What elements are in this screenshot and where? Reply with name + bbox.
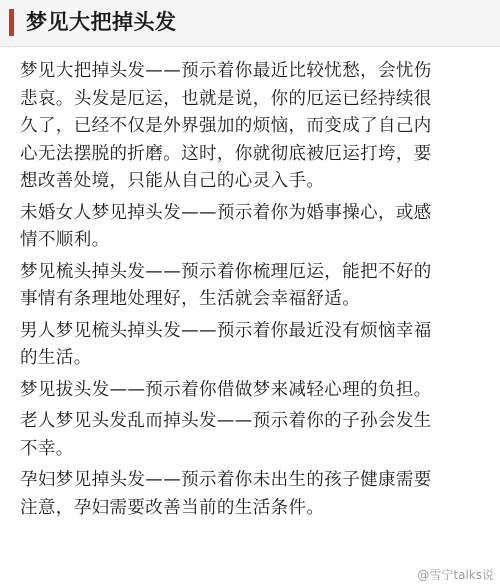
article-header	[0, 0, 500, 47]
paragraph-line: 的生活。	[20, 348, 92, 368]
paragraph-line: 心无法摆脱的折磨。这时，你就彻底被厄运打垮，要	[20, 143, 432, 164]
paragraph-line: 梦见拔头发——预示着你借做梦来减轻心理的负担。	[20, 379, 432, 400]
paragraph-line: 梦见大把掉头发——预示着你最近比较忧愁，会忧伤	[20, 61, 432, 81]
paragraph-line: 老人梦见头发乱而掉头发——预示着你的子孙会发生	[20, 411, 432, 431]
paragraph-line: 不幸。	[20, 438, 74, 459]
paragraph-line: 梦见梳头掉头发——预示着你梳理厄运，能把不好的	[20, 261, 432, 282]
paragraph-4	[20, 318, 482, 373]
paragraph-line: 悲哀。头发是厄运，也就是说，你的厄运已经持续很	[20, 88, 432, 109]
paragraph-line: 事情有条理地处理好，生活就会幸福舒适。	[20, 289, 361, 309]
article-title: 梦见大把掉头发	[26, 10, 177, 34]
paragraph-line: 想改善处境，只能从自己的心灵入手。	[20, 171, 325, 191]
paragraph-line: 注意，孕妇需要改善当前的生活条件。	[20, 497, 325, 518]
paragraph-line: 久了，已经不仅是外界强加的烦恼，而变成了自己内	[20, 116, 432, 136]
paragraph-line: 男人梦见梳头掉头发——预示着你最近没有烦恼幸福	[20, 320, 432, 341]
paragraph-2	[20, 200, 482, 255]
paragraph-3	[20, 259, 482, 314]
paragraph-line: 情不顺利。	[20, 230, 110, 250]
paragraph-line: 未婚女人梦见掉头发——预示着你为婚事操心，或感	[20, 202, 432, 223]
paragraph-6	[20, 408, 482, 463]
title-accent-bar	[9, 9, 14, 36]
paragraph-1	[20, 58, 482, 196]
watermark: @雪宁talks说	[417, 568, 494, 582]
paragraph-7	[20, 467, 482, 522]
paragraph-line: 孕妇梦见掉头发——预示着你未出生的孩子健康需要	[20, 470, 432, 490]
article-body	[20, 58, 482, 526]
paragraph-5	[20, 377, 482, 405]
